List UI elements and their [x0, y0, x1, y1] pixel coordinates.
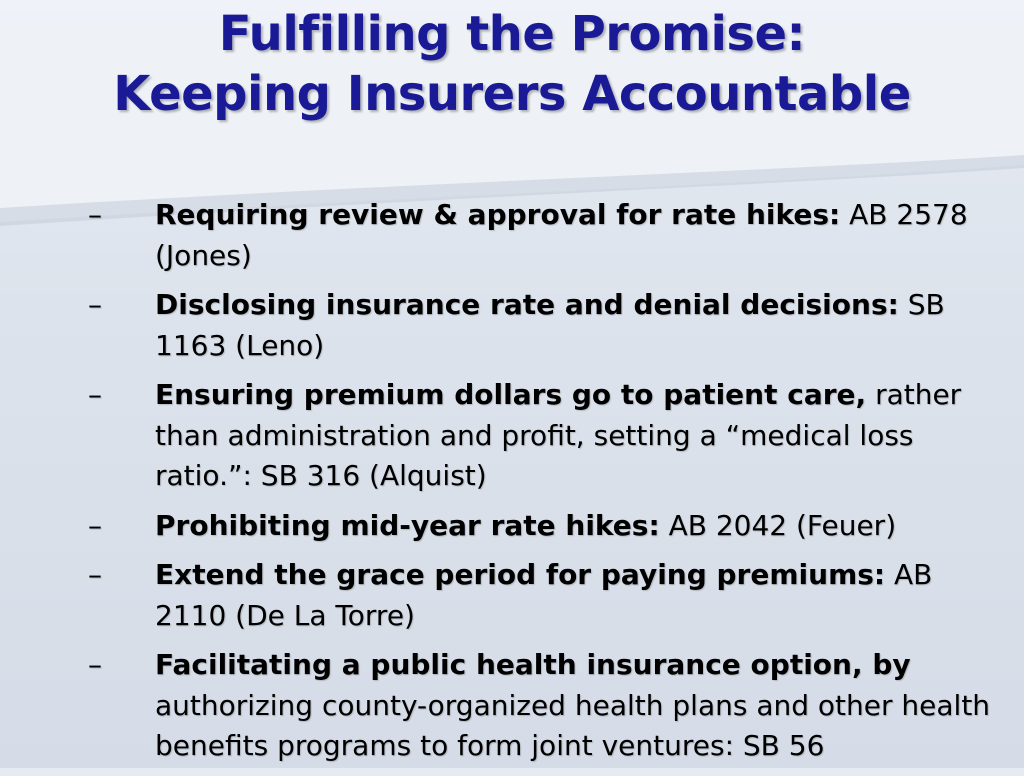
bullet-dash: – [88, 378, 102, 411]
bullet-dash: – [88, 558, 102, 591]
bullet-detail: authorizing county-organized health plans and other health benefits programs to form joint ventures: SB 56 [155, 688, 991, 762]
bullet-dash: – [88, 198, 102, 231]
slide-title-line-1: Fulfilling the Promise: [218, 6, 806, 62]
bullet-dash: – [88, 508, 102, 542]
bullet-item [0, 555, 1024, 636]
bullet-dash: – [88, 288, 102, 321]
bullet-heading: Extend the grace period for paying premiums: [155, 558, 886, 591]
bullet-detail: AB 2110 (De La Torre) [155, 558, 933, 632]
bullet-heading: Requiring review & approval for rate hikes: [155, 198, 841, 231]
bullet-dash: – [88, 648, 102, 681]
bullet-detail: AB 2042 (Feuer) [668, 508, 897, 542]
slide-title [0, 4, 1024, 124]
bullet-heading: Prohibiting mid-year rate hikes: [155, 508, 660, 542]
bullet-list [0, 195, 1024, 776]
bullet-item [0, 285, 1024, 366]
bullet-heading: Facilitating a public health insurance option, by [155, 648, 911, 681]
bullet-item [0, 375, 1024, 497]
bullet-item [0, 506, 1024, 547]
slide-title-line-2: Keeping Insurers Accountable [113, 66, 911, 122]
bullet-detail: AB 2578 (Jones) [155, 198, 968, 272]
bullet-detail: rather than administration and profit, setting a “medical loss ratio.”: SB 316 (Alquist) [155, 378, 962, 492]
bullet-item [0, 645, 1024, 767]
bullet-heading: Disclosing insurance rate and denial decisions: [155, 288, 899, 321]
bullet-item [0, 195, 1024, 276]
bullet-detail: SB 1163 (Leno) [155, 288, 945, 362]
bullet-heading: Ensuring premium dollars go to patient care, [155, 378, 867, 411]
